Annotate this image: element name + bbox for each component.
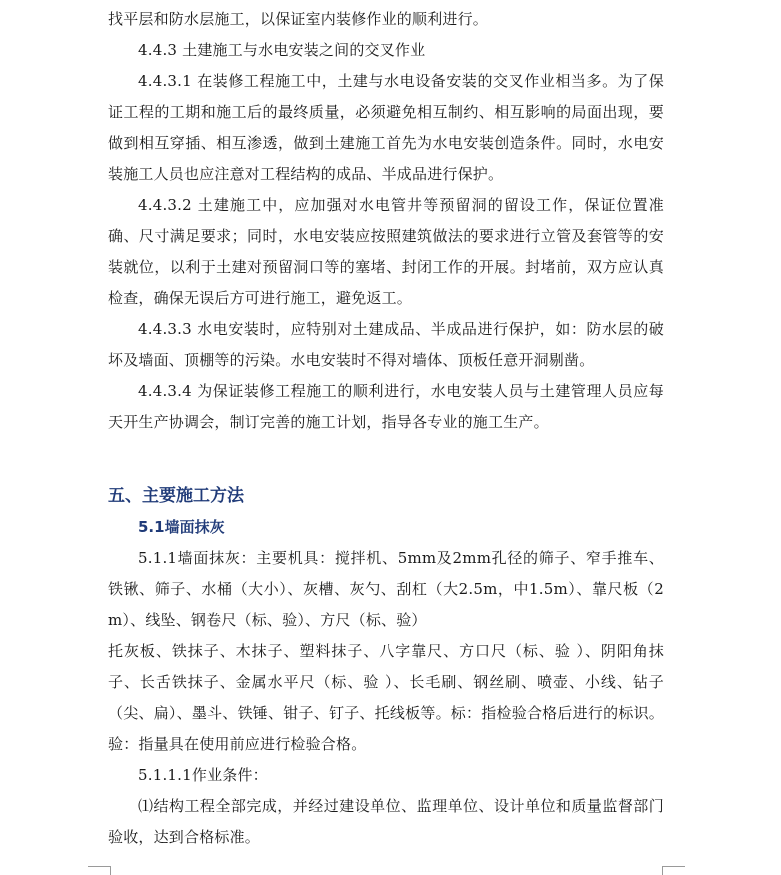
paragraph-condition-1: ⑴结构工程全部完成，并经过建设单位、监理单位、设计单位和质量监督部门验收，达到合格标准。 xyxy=(108,797,664,846)
paragraph-4-4-3-1: 4.4.3.1 在装修工程施工中，土建与水电设备安装的交叉作业相当多。为了保证工程的工期和施工后的最终质量，必须避免相互制约、相互影响的局面出现，要做到相互穿插、相互渗透，做到土建施工首先为水电安装创造条件。同时，水电安装施工人员也应注意对工程结构的成品、半成品进行保护。 xyxy=(108,72,664,183)
document-body xyxy=(108,4,664,853)
heading-section-5-1: 5.1墙面抹灰 xyxy=(138,518,225,536)
paragraph-5-1-1: 5.1.1墙面抹灰：主要机具：搅拌机、5mm及2mm孔径的筛子、窄手推车、铁锹、筛子、水桶（大小）、灰槽、灰勺、刮杠（大2.5m，中1.5m）、靠尺板（2m）、线坠、钢卷尺（标、验）、方尺（标、验） xyxy=(108,549,664,629)
heading-chapter-5: 五、主要施工方法 xyxy=(108,486,244,506)
paragraph-4-4-3-4: 4.4.3.4 为保证装修工程施工的顺利进行，水电安装人员与土建管理人员应每天开生产协调会，制订完善的施工计划，指导各专业的施工生产。 xyxy=(108,382,664,431)
section-spacer xyxy=(108,438,664,481)
paragraph-tools-list: 托灰板、铁抹子、木抹子、塑料抹子、八字靠尺、方口尺（标、验 ）、阴阳角抹子、长舌铁抹子、金属水平尺（标、验 ）、长毛刷、钢丝刷、喷壶、小线、钻子（尖、扁）、墨斗、铁锤、钳子、钉子、托线板等。标：指检验合格后进行的标识。验：指量具在使用前应进行检验合格。 xyxy=(108,642,664,753)
paragraph-continuation: 找平层和防水层施工，以保证室内装修作业的顺利进行。 xyxy=(108,10,489,28)
section-title-4-4-3: 4.4.3 土建施工与水电安装之间的交叉作业 xyxy=(138,41,426,59)
paragraph-4-4-3-3: 4.4.3.3 水电安装时，应特别对土建成品、半成品进行保护，如：防水层的破坏及墙面、顶棚等的污染。水电安装时不得对墙体、顶板任意开洞剔凿。 xyxy=(108,320,664,369)
paragraph-5-1-1-1: 5.1.1.1作业条件： xyxy=(138,766,268,784)
paragraph-4-4-3-2: 4.4.3.2 土建施工中，应加强对水电管井等预留洞的留设工作，保证位置准确、尺寸满足要求；同时，水电安装应按照建筑做法的要求进行立管及套管等的安装就位，以利于土建对预留洞口等的塞堵、封闭工作的开展。封堵前，双方应认真检查，确保无误后方可进行施工，避免返工。 xyxy=(108,196,664,307)
